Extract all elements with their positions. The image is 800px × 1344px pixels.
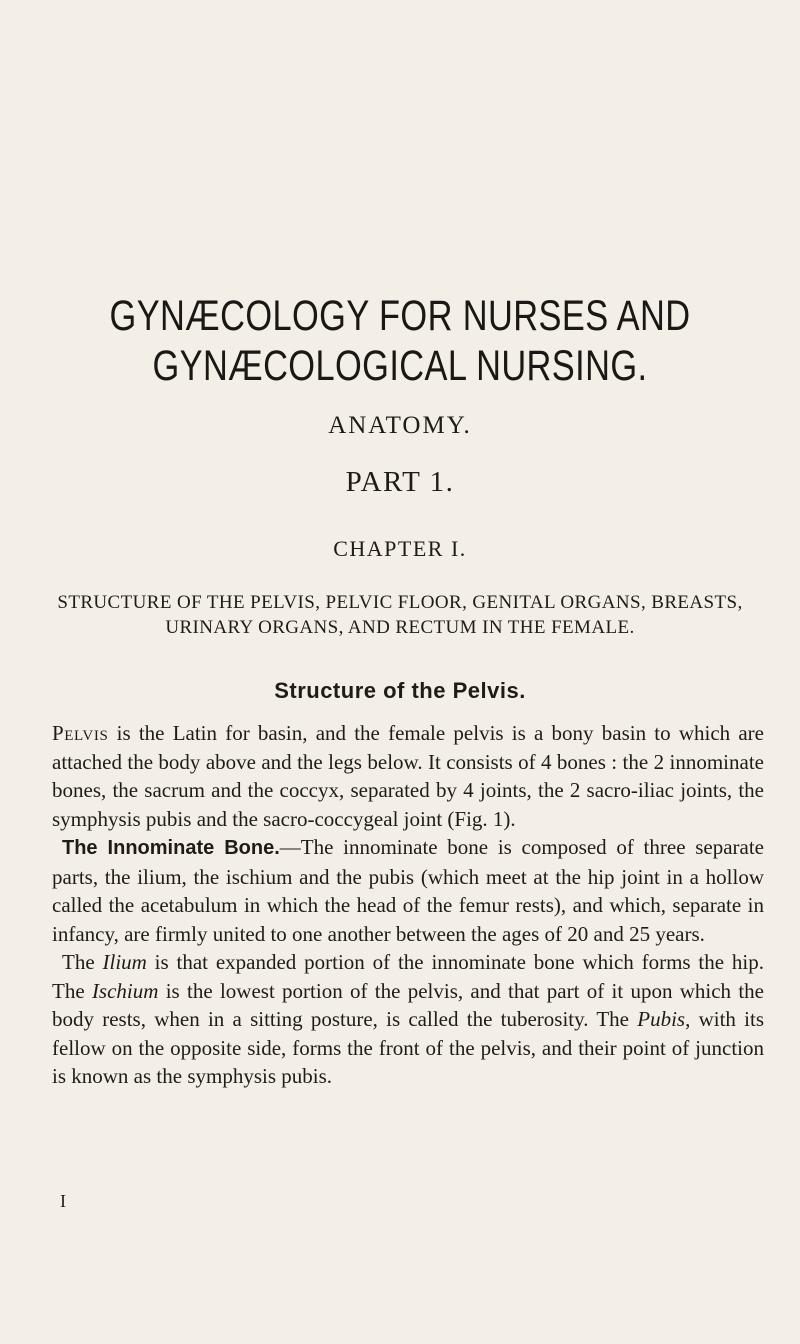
- anatomy-heading: ANATOMY.: [328, 412, 472, 439]
- chapter-subtitle: STRUCTURE OF THE PELVIS, PELVIC FLOOR, GENITAL ORGANS, BREASTS, URINARY ORGANS, AND RECTUM IN THE FEMALE.: [57, 592, 743, 638]
- section-heading: Structure of the Pelvis.: [274, 678, 526, 703]
- lead-word-pelvis: Pelvis: [52, 721, 109, 745]
- part-heading: PART 1.: [345, 466, 455, 498]
- paragraph-innominate-text: —The innominate bone is composed of three separate parts, the ilium, the ischium and the pubis (which meet at the hip joint in a hollow called the acetabulum in which the head of the femur rests), and which, separate in infancy, are firmly united to one another between the ages of 20 and 25 years.: [52, 835, 764, 946]
- chapter-heading: CHAPTER I.: [333, 536, 467, 561]
- paragraph-pelvis: [52, 719, 764, 833]
- term-ischium: Ischium: [91, 978, 159, 1003]
- run-in-heading-innominate: The Innominate Bone.: [62, 837, 280, 859]
- paragraph-pelvis-text: is the Latin for basin, and the female pelvis is a bony basin to which are attached the body above and the legs below. It consists of 4 bones : the 2 innominate bones, the sacrum and the coccyx, separated by 4 joints, the 2 sacro-iliac joints, the symphysis pubis and the sacro-coccygeal joint (Fig. 1).: [52, 721, 764, 831]
- page-number: I: [60, 1191, 66, 1211]
- paragraph-ilium-part-4: , with its fellow on the opposite side, forms the front of the pelvis, and their point of junction is known as the symphysis pubis.: [52, 1007, 764, 1088]
- paragraph-ilium-part-2: is that expanded portion of the innominate bone which forms the hip. The: [52, 950, 765, 1003]
- book-title-line-1: GYNÆCOLOGY FOR NURSES AND: [109, 292, 691, 340]
- paragraph-ilium-part-3: is the lowest portion of the pelvis, and that part of it upon which the body rests, when in a sitting posture, is called the tuberosity. The: [52, 978, 764, 1031]
- paragraph-ilium-part-1: The: [62, 950, 103, 974]
- paragraph-innominate: [52, 833, 764, 948]
- book-title-line-2: GYNÆCOLOGICAL NURSING.: [152, 342, 648, 390]
- term-pubis: Pubis: [637, 1007, 686, 1031]
- paragraph-ilium: [52, 948, 764, 1091]
- term-ilium: Ilium: [102, 950, 147, 974]
- body-text: [52, 719, 764, 1091]
